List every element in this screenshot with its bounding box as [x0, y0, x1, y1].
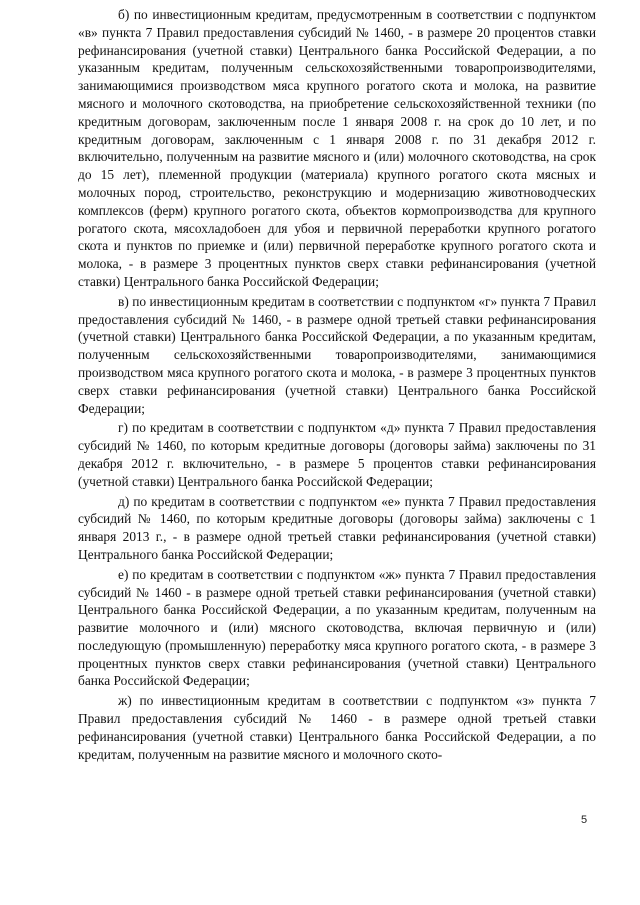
page-number: 5	[581, 814, 588, 826]
paragraph-e: е) по кредитам в соответствии с подпунктом «ж» пункта 7 Правил предоставления субсидий № 1460 - в размере одной третьей ставки рефинансирования (учетной ставки) Центрального банка Российской Федерации, а по указанным кредитам, полученным на развитие молочного и (или) мясного скотоводства, включая первичную и (или) последующую (промышленную) переработку мяса крупного рогатого скота, - в размере 3 процентных пунктов сверх ставки рефинансирования (учетной ставки) Центрального банка Российской Федерации;	[78, 566, 596, 689]
paragraph-g: г) по кредитам в соответствии с подпунктом «д» пункта 7 Правил предоставления субсидий № 1460, по которым кредитные договоры (договоры займа) заключены по 31 декабря 2012 г. включительно, - в размере 5 процентов ставки рефинансирования (учетной ставки) Центрального банка Российской Федерации;	[78, 420, 596, 489]
paragraph-d: д) по кредитам в соответствии с подпунктом «е» пункта 7 Правил предоставления субсидий № 1460, по которым кредитные договоры (договоры займа) заключены с 1 января 2013 г., - в размере одной третьей ставки рефинансирования (учетной ставки) Центрального банка Российской Федерации;	[78, 493, 596, 562]
paragraph-b: б) по инвестиционным кредитам, предусмотренным в соответствии с подпунктом «в» пункта 7 Правил предоставления субсидий № 1460, - в размере 20 процентов ставки рефинансирования (учетной ставки) Центрального банка Российской Федерации, а по указанным кредитам, полученным сельскохозяйственными товаропроизводителями, занимающимися производством мяса крупного рогатого скота и молока, на развитие мясного и молочного скотоводства, на приобретение сельскохозяйственной техники (по кредитным договорам, заключенным после 1 января 2008 г. на срок до 10 лет, и по кредитным договорам, заключенным с 1 января 2008 г. по 31 декабря 2012 г. включительно, полученным на развитие мясного и (или) молочного скотоводства, на срок до 15 лет), племенной продукции (материала) крупного рогатого скота мясных и молочных пород, строительство, реконструкцию и модернизацию животноводческих комплексов (ферм) крупного рогатого скота, объектов кормопроизводства для крупного рогатого скота, мясохладобоен для убоя и первичной переработки крупного рогатого скота и пунктов по приемке и (или) первичной переработке крупного рогатого скота и молока, - в размере 3 процентных пунктов сверх ставки рефинансирования (учетной ставки) Центрального банка Российской Федерации;	[78, 7, 596, 289]
document-body	[78, 6, 596, 763]
paragraph-zh: ж) по инвестиционным кредитам в соответствии с подпунктом «з» пункта 7 Правил предоставления субсидий № 1460 - в размере одной третьей ставки рефинансирования (учетной ставки) Центрального банка Российской Федерации, а по кредитам, полученным на развитие мясного и молочного ското-	[78, 693, 596, 762]
paragraph-v: в) по инвестиционным кредитам в соответствии с подпунктом «г» пункта 7 Правил предоставления субсидий № 1460, - в размере одной третьей ставки рефинансирования (учетной ставки) Центрального банка Российской Федерации, а по указанным кредитам, полученным сельскохозяйственными товаропроизводителями, занимающимися производством мяса крупного рогатого скота и молока, - в размере 3 процентных пунктов сверх ставки рефинансирования (учетной ставки) Центрального банка Российской Федерации;	[78, 293, 596, 416]
